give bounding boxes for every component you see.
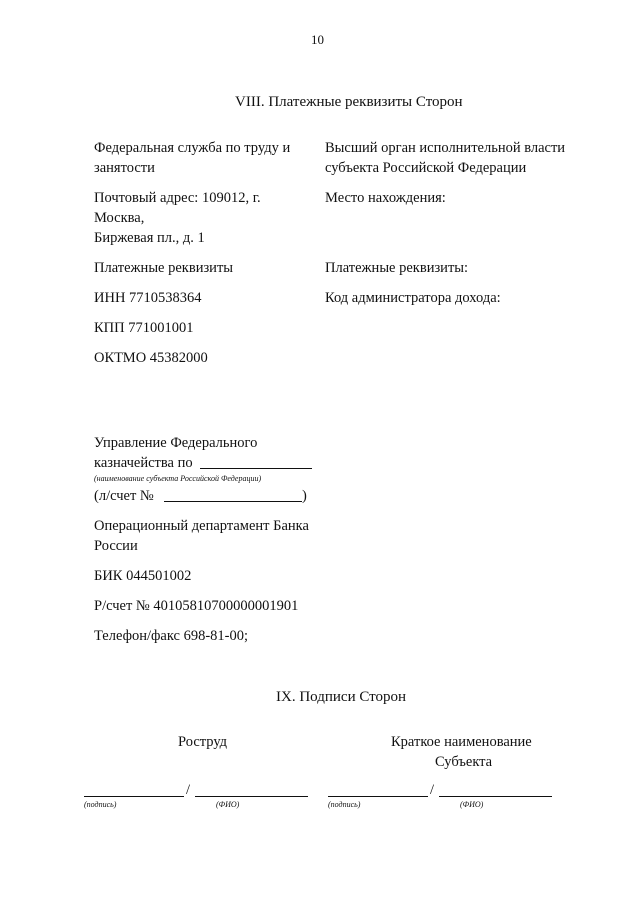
bank-line1: Операционный департамент Банка	[94, 518, 309, 534]
left-org-line1: Федеральная служба по труду и	[94, 140, 291, 156]
bank-line2: России	[94, 538, 138, 554]
oktmo: ОКТМО 45382000	[94, 350, 208, 366]
right-name-label: (ФИО)	[460, 800, 484, 809]
left-payment-label: Платежные реквизиты	[94, 260, 234, 276]
right-signature-label: (подпись)	[328, 800, 361, 809]
right-name-line	[439, 796, 552, 797]
section8-title: VIII. Платежные реквизиты Сторон	[235, 94, 463, 110]
kpp: КПП 771001001	[94, 320, 194, 336]
treasury-subject-blank	[200, 468, 312, 469]
treasury-line2: казначейства по	[94, 455, 193, 471]
left-name-line	[195, 796, 308, 797]
right-payment-label: Платежные реквизиты:	[325, 260, 469, 276]
right-org-line2: субъекта Российской Федерации	[325, 160, 527, 176]
bik: БИК 044501002	[94, 568, 192, 584]
left-party-name: Роструд	[178, 734, 228, 750]
right-signature-line	[328, 796, 428, 797]
left-signature-line	[84, 796, 184, 797]
left-address-line3: Биржевая пл., д. 1	[94, 230, 205, 246]
right-admin-code: Код администратора дохода:	[325, 290, 501, 306]
right-org-line1: Высший орган исполнительной власти	[325, 140, 566, 156]
account-prefix: (л/счет №	[94, 488, 154, 504]
left-address-line1: Почтовый адрес: 109012, г.	[94, 190, 261, 206]
right-location: Место нахождения:	[325, 190, 446, 206]
inn: ИНН 7710538364	[94, 290, 202, 306]
left-signature-slash: /	[186, 782, 191, 798]
right-party-line2: Субъекта	[435, 754, 493, 770]
right-signature-slash: /	[430, 782, 435, 798]
treasury-line1: Управление Федерального	[94, 435, 258, 451]
page-number: 10	[311, 32, 324, 47]
section9-title: IX. Подписи Сторон	[276, 689, 407, 705]
right-party-line1: Краткое наименование	[391, 734, 532, 750]
phone-fax: Телефон/факс 698-81-00;	[94, 628, 249, 644]
rs-account: Р/счет № 40105810700000001901	[94, 598, 299, 614]
left-name-label: (ФИО)	[216, 800, 240, 809]
account-suffix: )	[302, 488, 307, 504]
treasury-hint: (наименование субъекта Российской Федерации)	[94, 474, 262, 483]
account-blank	[164, 501, 302, 502]
left-address-line2: Москва,	[94, 210, 145, 226]
left-signature-label: (подпись)	[84, 800, 117, 809]
left-org-line2: занятости	[94, 160, 155, 176]
